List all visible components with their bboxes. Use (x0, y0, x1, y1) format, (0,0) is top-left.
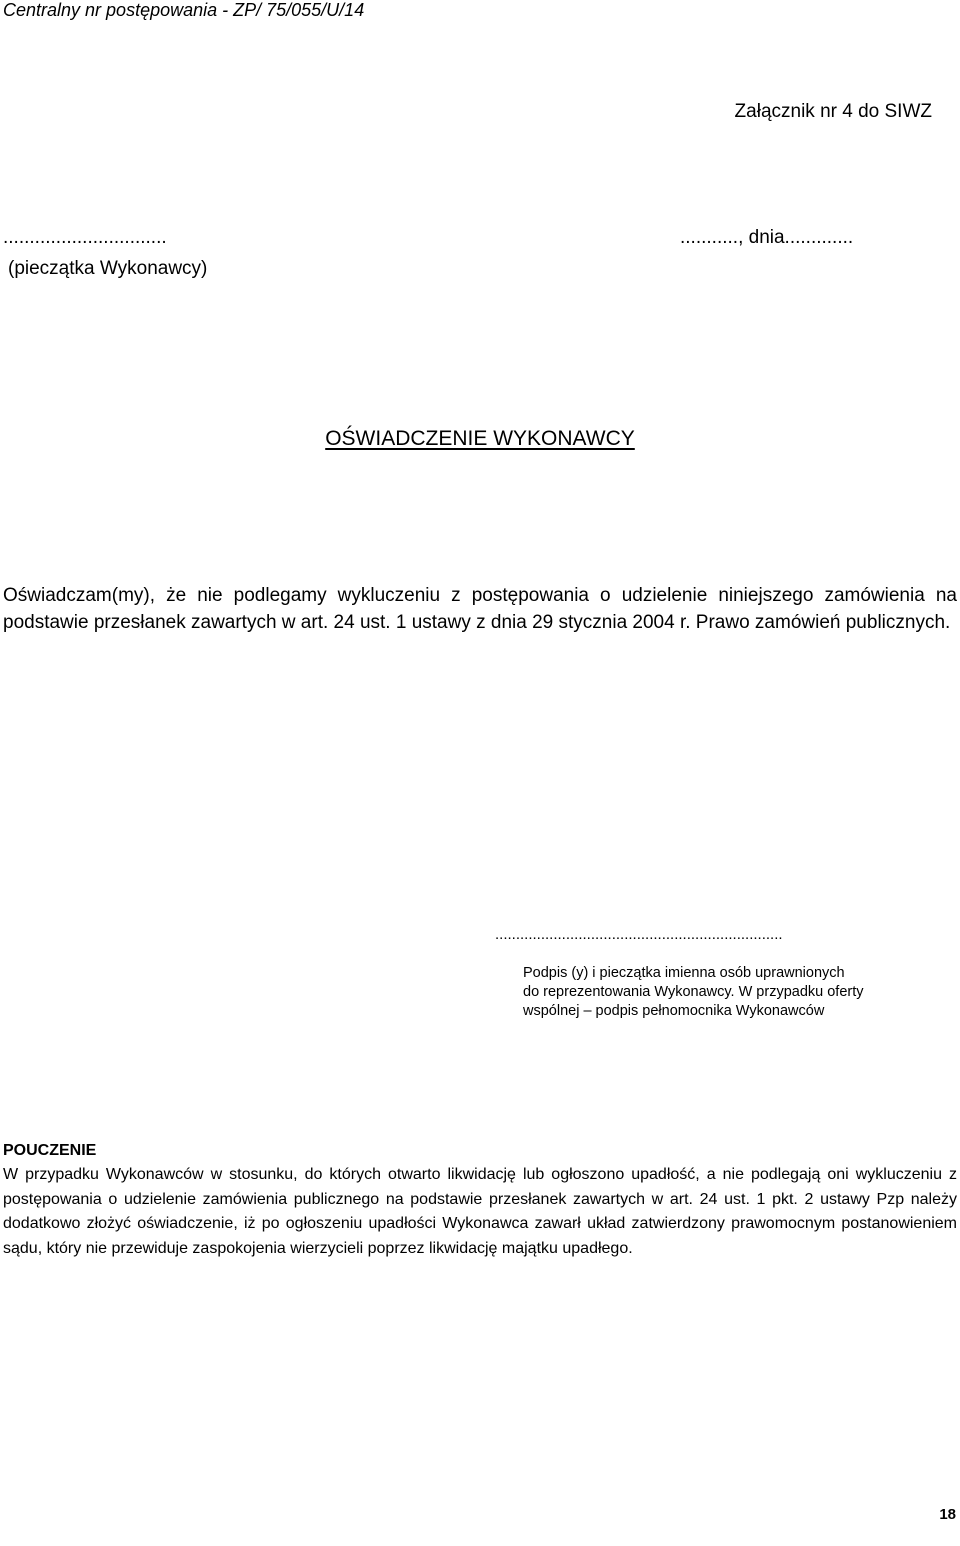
signature-caption-line: wspólnej – podpis pełnomocnika Wykonawców (523, 1003, 825, 1019)
attachment-label: Załącznik nr 4 do SIWZ (734, 101, 932, 122)
place-date-line: ..........., dnia............. (680, 227, 854, 248)
instruction-paragraph: W przypadku Wykonawców w stosunku, do których otwarto likwidację lub ogłoszono upadłość, a nie podlegają oni wykluczeniu z postępowania o udzielenie zamówienia publicznego na podstawie przesłanek zawartych w art. 24 ust. 1 pkt. 2 ustawy Pzp należy dodatkowo złożyć oświadczenie, iż po ogłoszeniu upadłości Wykonawca zawarł układ zatwierdzony prawomocnym postanowieniem sądu, który nie przewiduje zaspokojenia wierzycieli poprzez likwidację majątku upadłego. (3, 1166, 957, 1257)
stamp-placeholder-dots: ............................... (3, 227, 167, 248)
stamp-label: (pieczątka Wykonawcy) (8, 258, 208, 279)
signature-caption (523, 964, 953, 1021)
signature-caption-line: do reprezentowania Wykonawcy. W przypadku oferty (523, 984, 864, 1000)
page-number: 18 (939, 1506, 956, 1523)
statement-paragraph: Oświadczam(my), że nie podlegamy wykluczeniu z postępowania o udzielenie niniejszego zamówienia na podstawie przesłanek zawartych w art. 24 ust. 1 ustawy z dnia 29 stycznia 2004 r. Prawo zamówień publicznych. (3, 585, 957, 633)
signature-caption-line: Podpis (y) i pieczątka imienna osób uprawnionych (523, 965, 845, 981)
document-title: OŚWIADCZENIE WYKONAWCY (325, 427, 635, 450)
procedure-reference-header: Centralny nr postępowania - ZP/ 75/055/U/14 (3, 0, 365, 20)
instruction-heading: POUCZENIE (3, 1142, 97, 1159)
signature-dots: ..................................................................... (495, 926, 783, 943)
